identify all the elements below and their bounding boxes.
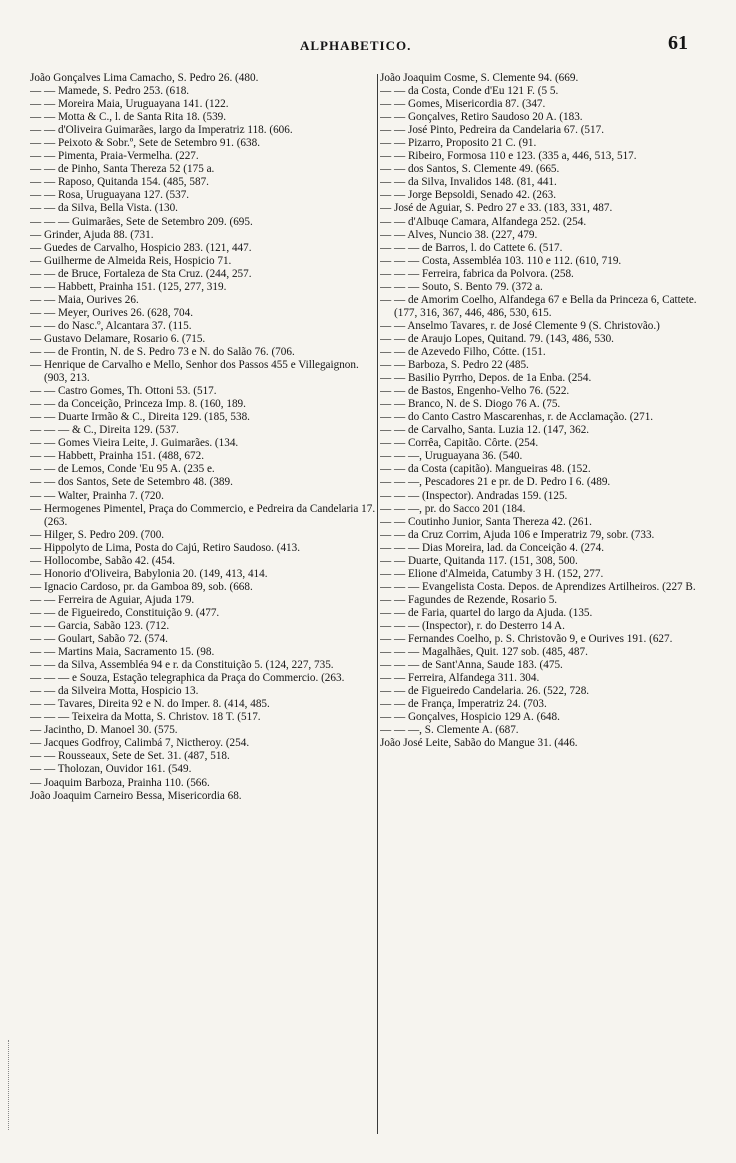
directory-entry: — — de Lemos, Conde 'Eu 95 A. (235 e.: [30, 463, 215, 476]
directory-entry: — — de Frontin, N. de S. Pedro 73 e N. do Salão 76. (706.: [30, 345, 295, 358]
directory-entry: — — Anselmo Tavares, r. de José Clemente 9 (S. Christovão.): [380, 319, 660, 332]
directory-entry: — — do Canto Castro Mascarenhas, r. de Acclamação. (271.: [380, 411, 654, 424]
directory-entry: — Hilger, S. Pedro 209. (700.: [30, 528, 165, 541]
directory-entry: — — do Nasc.º, Alcantara 37. (115.: [30, 319, 192, 332]
directory-entry: — — Fernandes Coelho, p. S. Christovão 9, e Ourives 191. (627.: [380, 633, 673, 646]
directory-entry: — — Corrêa, Capitão. Côrte. (254.: [380, 437, 539, 450]
directory-entry: — — —, pr. do Sacco 201 (184.: [380, 502, 526, 515]
directory-entry: — — — Ferreira, fabrica da Polvora. (258.: [380, 267, 574, 280]
directory-entry: — — de França, Imperatriz 24. (703.: [380, 698, 547, 711]
right-column: [380, 72, 702, 1142]
directory-entry: — Grinder, Ajuda 88. (731.: [30, 228, 154, 241]
directory-entry: — — —, Uruguayana 36. (540.: [380, 450, 523, 463]
directory-entry: — — de Figueiredo Candelaria. 26. (522, 728.: [380, 685, 590, 698]
directory-entry: — — José Pinto, Pedreira da Candelaria 67. (517.: [380, 124, 605, 137]
directory-entry: — — — Dias Moreira, lad. da Conceição 4. (274.: [380, 541, 605, 554]
directory-entry: — — Raposo, Quitanda 154. (485, 587.: [30, 176, 209, 189]
directory-entry: — — — de Barros, l. do Cattete 6. (517.: [380, 241, 563, 254]
directory-entry: — — da Silva, Assembléa 94 e r. da Constituição 5. (124, 227, 735.: [30, 659, 334, 672]
directory-entry: — — Ferreira, Alfandega 311. 304.: [380, 672, 540, 685]
left-column: [30, 72, 376, 1142]
directory-entry: — — da Silva, Bella Vista. (130.: [30, 202, 178, 215]
page-number: 61: [668, 32, 688, 54]
directory-entry: — — Pizarro, Proposito 21 C. (91.: [380, 137, 537, 150]
directory-entry: — — — Evangelista Costa. Depos. de Aprendizes Artilheiros. (227 B.: [380, 580, 696, 593]
directory-entry: — — de Bruce, Fortaleza de Sta Cruz. (244, 257.: [30, 267, 252, 280]
directory-entry: — — —, S. Clemente A. (687.: [380, 724, 519, 737]
directory-entry: — — da Cruz Corrim, Ajuda 106 e Imperatriz 79, sobr. (733.: [380, 528, 655, 541]
directory-entry: — — de Pinho, Santa Thereza 52 (175 a.: [30, 163, 215, 176]
directory-entry: — — dos Santos, S. Clemente 49. (665.: [380, 163, 560, 176]
directory-entry: — — da Costa (capitão). Mangueiras 48. (152.: [380, 463, 591, 476]
directory-entry: — — Castro Gomes, Th. Ottoni 53. (517.: [30, 385, 217, 398]
directory-entry: — — de Araujo Lopes, Quitand. 79. (143, 486, 530.: [380, 332, 614, 345]
directory-entry: João Joaquim Cosme, S. Clemente 94. (669.: [380, 72, 579, 84]
directory-entry: — — Gonçalves, Retiro Saudoso 20 A. (183.: [380, 111, 583, 124]
directory-entry: — — Moreira Maia, Uruguayana 141. (122.: [30, 98, 229, 111]
directory-entry: — Hollocombe, Sabão 42. (454.: [30, 554, 176, 567]
directory-entry: — — — e Souza, Estação telegraphica da Praça do Commercio. (263.: [30, 672, 345, 685]
directory-entry: — Gustavo Delamare, Rosario 6. (715.: [30, 332, 206, 345]
directory-entry: — — Meyer, Ourives 26. (628, 704.: [30, 306, 193, 319]
directory-entry: — Jacintho, D. Manoel 30. (575.: [30, 724, 178, 737]
directory-entry: — — Barboza, S. Pedro 22 (485.: [380, 359, 529, 372]
directory-entry: — — Fagundes de Rezende, Rosario 5.: [380, 593, 558, 606]
directory-entry: — — Jorge Bepsoldi, Senado 42. (263.: [380, 189, 556, 202]
directory-entry: — — Martins Maia, Sacramento 15. (98.: [30, 646, 215, 659]
directory-entry: — — Elione d'Almeida, Catumby 3 H. (152, 277.: [380, 567, 604, 580]
directory-entry: — — Duarte Irmão & C., Direita 129. (185, 538.: [30, 411, 250, 424]
directory-entry: João Joaquim Carneiro Bessa, Misericordia 68.: [30, 789, 242, 802]
margin-marks: [8, 1040, 12, 1130]
directory-entry: — — — Magalhães, Quit. 127 sob. (485, 487.: [380, 646, 588, 659]
directory-entry: — — Gomes, Misericordia 87. (347.: [380, 98, 546, 111]
directory-entry: — — de Bastos, Engenho-Velho 76. (522.: [380, 385, 570, 398]
directory-entry: — Honorio d'Oliveira, Babylonia 20. (149, 413, 414.: [30, 567, 268, 580]
directory-entry: — — Tholozan, Ouvidor 161. (549.: [30, 763, 192, 776]
directory-entry: — — Mamede, S. Pedro 253. (618.: [30, 85, 190, 98]
directory-entry: — — Rosa, Uruguayana 127. (537.: [30, 189, 190, 202]
page-header: [0, 30, 736, 60]
directory-entry: — — Rousseaux, Sete de Set. 31. (487, 518.: [30, 750, 230, 763]
directory-entry: — — Garcia, Sabão 123. (712.: [30, 619, 170, 632]
directory-entry: — — —, Pescadores 21 e pr. de D. Pedro I 6. (489.: [380, 476, 611, 489]
directory-entry: — — d'Oliveira Guimarães, largo da Imperatriz 118. (606.: [30, 124, 293, 137]
directory-entry: — — — Souto, S. Bento 79. (372 a.: [380, 280, 543, 293]
directory-entry: — — — (Inspector). Andradas 159. (125.: [380, 489, 568, 502]
directory-entry: — — Duarte, Quitanda 117. (151, 308, 500.: [380, 554, 578, 567]
directory-entry: — — Coutinho Junior, Santa Thereza 42. (261.: [380, 515, 592, 528]
directory-entry: — — Gomes Vieira Leite, J. Guimarães. (134.: [30, 437, 239, 450]
directory-entry: — Henrique de Carvalho e Mello, Senhor dos Passos 455 e Villegaignon. (903, 213.: [30, 359, 359, 385]
directory-entry: — — de Amorim Coelho, Alfandega 67 e Bella da Princeza 6, Cattete. (177, 316, 367, 446, 486, 530, 615.: [380, 293, 697, 319]
directory-entry: — — de Figueiredo, Constituição 9. (477.: [30, 606, 220, 619]
directory-entry: — — d'Albuqe Camara, Alfandega 252. (254.: [380, 215, 587, 228]
directory-entry: — — Branco, N. de S. Diogo 76 A. (75.: [380, 398, 561, 411]
directory-entry: João José Leite, Sabão do Mangue 31. (446.: [380, 737, 578, 750]
directory-entry: — — Habbett, Prainha 151. (125, 277, 319.: [30, 280, 227, 293]
directory-entry: — — dos Santos, Sete de Setembro 48. (389.: [30, 476, 233, 489]
directory-entry: — — da Costa, Conde d'Eu 121 F. (5 5.: [380, 85, 559, 98]
directory-entry: — — Basilio Pyrrho, Depos. de 1a Enba. (254.: [380, 372, 592, 385]
directory-entry: — — Peixoto & Sobr.º, Sete de Setembro 91. (638.: [30, 137, 260, 150]
directory-entry: — — de Azevedo Filho, Cótte. (151.: [380, 345, 546, 358]
directory-entry: — — de Carvalho, Santa. Luzia 12. (147, 362.: [380, 424, 590, 437]
running-title: ALPHABETICO.: [300, 38, 412, 53]
directory-entry: — — — de Sant'Anna, Saude 183. (475.: [380, 659, 563, 672]
directory-entry: — — — Costa, Assembléa 103. 110 e 112. (610, 719.: [380, 254, 622, 267]
directory-entry: — — — Teixeira da Motta, S. Christov. 18 T. (517.: [30, 711, 261, 724]
directory-entry: — — Habbett, Prainha 151. (488, 672.: [30, 450, 205, 463]
directory-entry: — Ignacio Cardoso, pr. da Gamboa 89, sob. (668.: [30, 580, 253, 593]
directory-entry: — — Motta & C., l. de Santa Rita 18. (539.: [30, 111, 227, 124]
directory-entry: — — Goulart, Sabão 72. (574.: [30, 633, 168, 646]
directory-entry: — — Ferreira de Aguiar, Ajuda 179.: [30, 593, 195, 606]
directory-entry: — Guedes de Carvalho, Hospicio 283. (121, 447.: [30, 241, 252, 254]
directory-entry: — Hippolyto de Lima, Posta do Cajú, Retiro Saudoso. (413.: [30, 541, 301, 554]
directory-entry: — Hermogenes Pimentel, Praça do Commercio, e Pedreira da Candelaria 17. (263.: [30, 502, 376, 528]
column-divider: [377, 74, 378, 1134]
directory-entry: — — da Silva, Invalidos 148. (81, 441.: [380, 176, 557, 189]
directory-entry: João Gonçalves Lima Camacho, S. Pedro 26. (480.: [30, 72, 259, 84]
directory-entry: — Guilherme de Almeida Reis, Hospicio 71.: [30, 254, 232, 267]
directory-entry: — — Alves, Nuncio 38. (227, 479.: [380, 228, 538, 241]
directory-entry: — — Pimenta, Praia-Vermelha. (227.: [30, 150, 199, 163]
directory-entry: — — — & C., Direita 129. (537.: [30, 424, 179, 437]
directory-entry: — José de Aguiar, S. Pedro 27 e 33. (183, 331, 487.: [380, 202, 613, 215]
directory-entry: — — — (Inspector), r. do Desterro 14 A.: [380, 619, 565, 632]
directory-entry: — Jacques Godfroy, Calimbá 7, Nictheroy. (254.: [30, 737, 250, 750]
directory-entry: — — Tavares, Direita 92 e N. do Imper. 8. (414, 485.: [30, 698, 270, 711]
directory-entry: — Joaquim Barboza, Prainha 110. (566.: [30, 776, 210, 789]
directory-entry: — — Maia, Ourives 26.: [30, 293, 139, 306]
directory-entry: — — Gonçalves, Hospicio 129 A. (648.: [380, 711, 560, 724]
directory-entry: — — Walter, Prainha 7. (720.: [30, 489, 164, 502]
directory-entry: — — da Silveira Motta, Hospicio 13.: [30, 685, 199, 698]
directory-entry: — — — Guimarães, Sete de Setembro 209. (695.: [30, 215, 253, 228]
directory-entry: — — Ribeiro, Formosa 110 e 123. (335 a, 446, 513, 517.: [380, 150, 637, 163]
directory-entry: — — de Faria, quartel do largo da Ajuda. (135.: [380, 606, 593, 619]
directory-entry: — — da Conceição, Princeza Imp. 8. (160, 189.: [30, 398, 246, 411]
